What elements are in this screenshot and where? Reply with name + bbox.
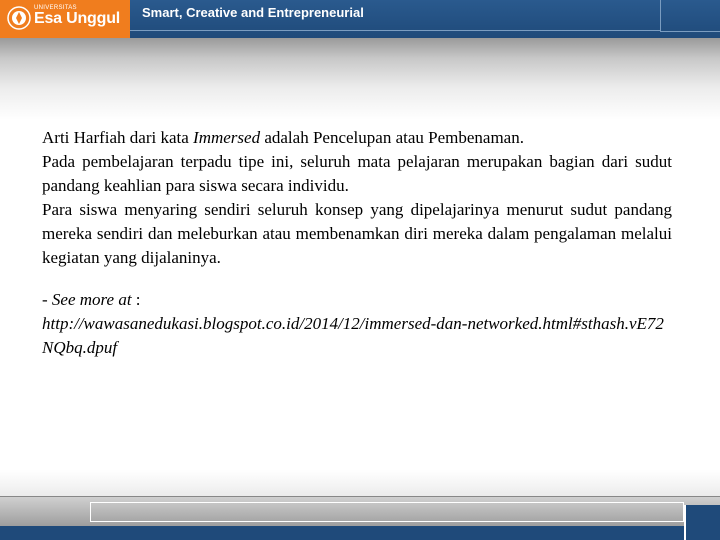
spacer [42, 270, 672, 288]
header-tagline: Smart, Creative and Entrepreneurial [142, 5, 364, 20]
header-divider [130, 30, 660, 31]
paragraph-learning: Pada pembelajaran terpadu tipe ini, seluruh mata pelajaran merupakan bagian dari sudut pandang keahlian para siswa secara individu. [42, 152, 672, 195]
slide-content [42, 126, 672, 360]
definition-prefix: Arti Harfiah dari kata [42, 128, 194, 147]
footer-blue-strip [0, 526, 720, 540]
definition-suffix: adalah Pencelupan atau Pembenaman. [260, 128, 524, 147]
university-logo[interactable] [0, 0, 130, 38]
footer-accent-block [684, 505, 720, 540]
logo-small-text: UNIVERSITAS [34, 5, 77, 11]
source-link[interactable]: http://wawasanedukasi.blogspot.co.id/2014/12/immersed-dan-networked.html#sthash.vE72NQbq.dpuf [42, 314, 664, 357]
see-more-dash: - [42, 290, 52, 309]
see-more-line [42, 288, 672, 312]
university-logo-icon [7, 6, 31, 30]
header-bar [0, 0, 720, 38]
logo-text: Esa Unggul [34, 10, 121, 27]
see-more-label: See more at [51, 290, 132, 309]
see-more-colon: : [131, 290, 141, 309]
header-frame [660, 0, 720, 32]
paragraph-definition [42, 126, 672, 150]
definition-term: Immersed [193, 128, 261, 147]
top-gradient-band [0, 38, 720, 120]
footer-frame [90, 502, 684, 522]
paragraph-students: Para siswa menyaring sendiri seluruh konsep yang dipelajarinya menurut sudut pandang mereka sendiri dan meleburkan atau membenamkan diri mereka dalam pengalaman melalui kegiatan yang dijalaninya. [42, 200, 672, 267]
